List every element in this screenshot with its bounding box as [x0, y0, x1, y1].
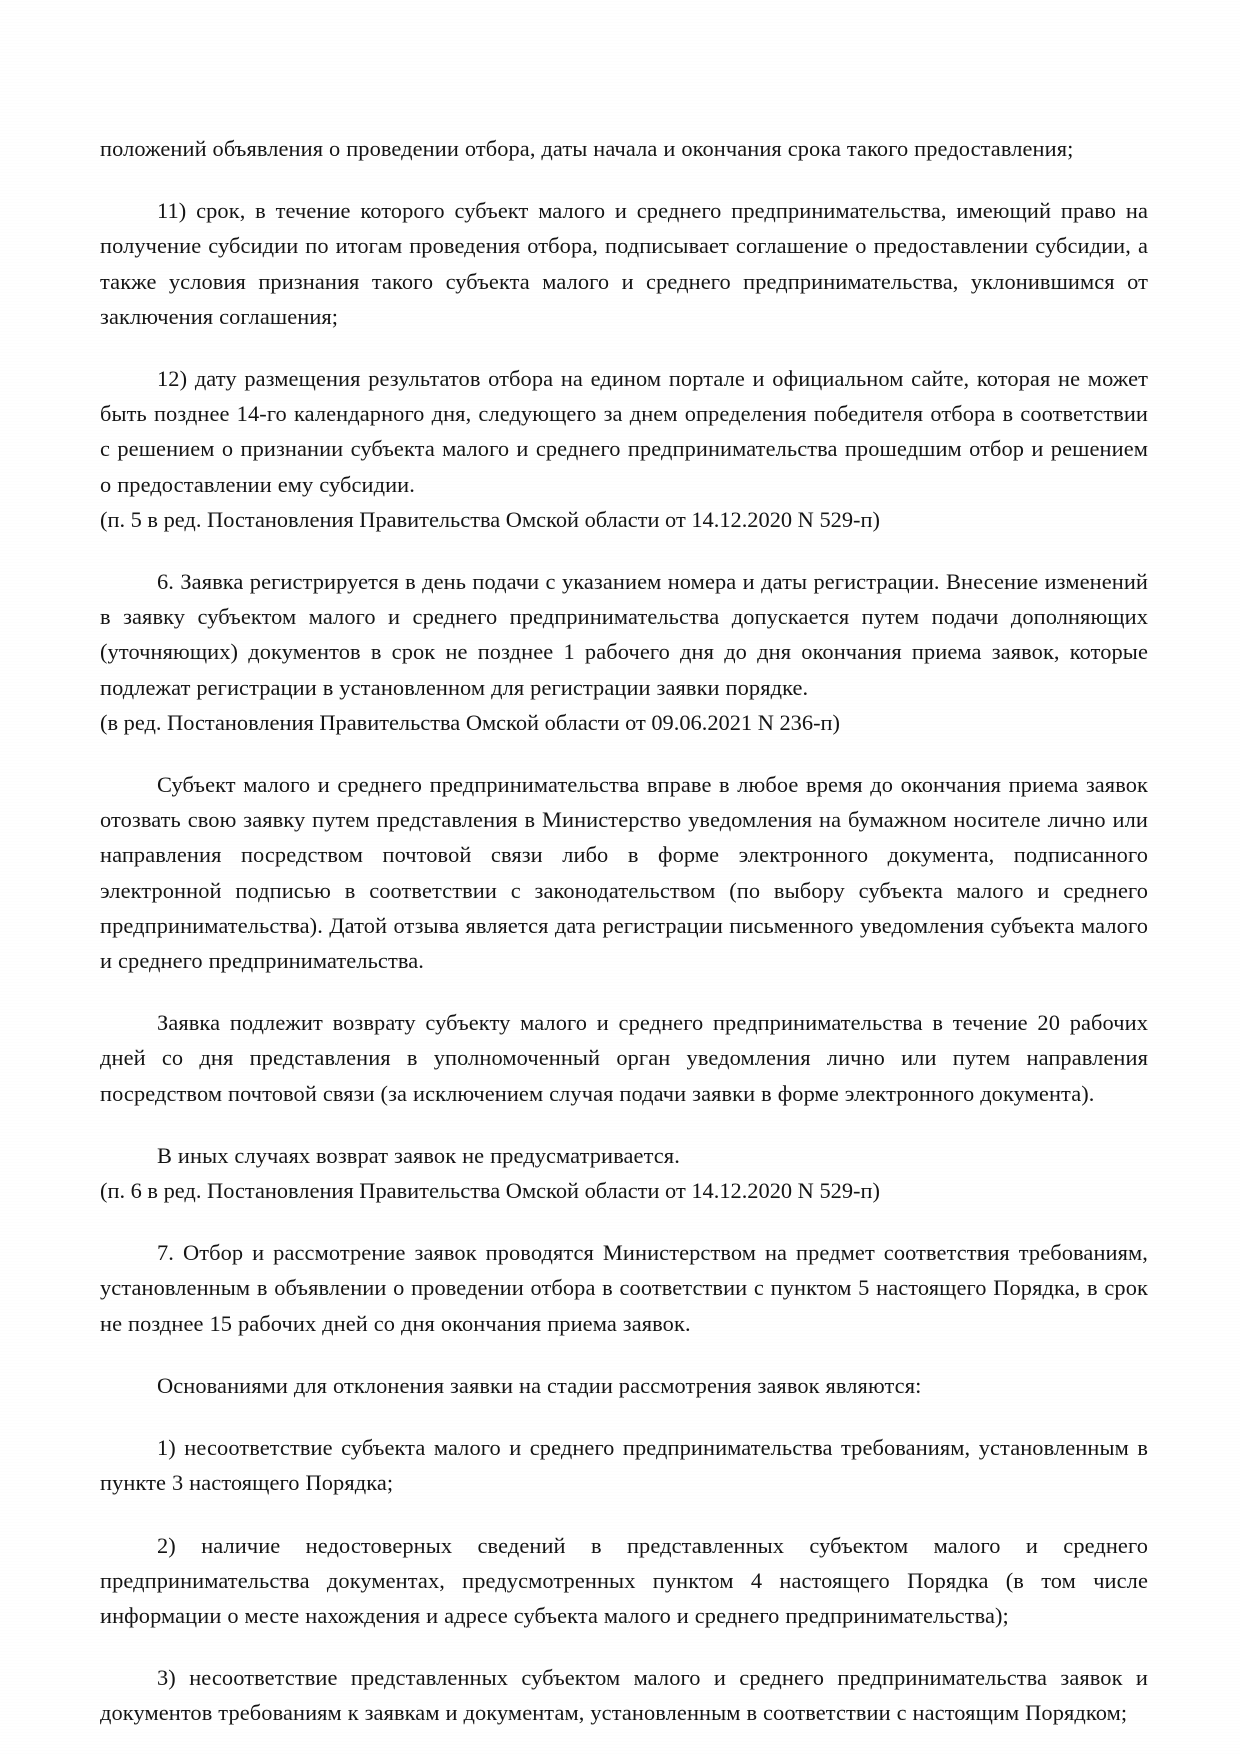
- clause-6-return: Заявка подлежит возврату субъекту малого и среднего предпринимательства в течение 20 рабочих дней со дня представления в уполномоченный орган уведомления лично или путем направления посредством почтовой связи (за исключением случая подачи заявки в форме электронного документа).: [100, 1010, 1148, 1106]
- paragraph-spacer: [100, 1403, 1148, 1430]
- paragraph-spacer: [100, 1633, 1148, 1660]
- rejection-ground-2: 2) наличие недостоверных сведений в представленных субъектом малого и среднего предпринимательства документах, предусмотренных пунктом 4 настоящего Порядка (в том числе информации о месте нахождения и адресе субъекта малого и среднего предпринимательства);: [100, 1532, 1148, 1628]
- paragraph-spacer: [100, 1341, 1148, 1368]
- paragraph-spacer: [100, 740, 1148, 767]
- clause-7: 7. Отбор и рассмотрение заявок проводятся Министерством на предмет соответствия требованиям, установленным в объявлении о проведении отбора в соответствии с пунктом 5 настоящего Порядка, в срок не позднее 15 рабочих дней со дня окончания приема заявок.: [100, 1240, 1148, 1336]
- paragraph-spacer: [100, 978, 1148, 1005]
- paragraph-spacer: [100, 1501, 1148, 1528]
- amendment-citation-236p: (в ред. Постановления Правительства Омской области от 09.06.2021 N 236-п): [100, 709, 840, 735]
- amendment-citation-p6: (п. 6 в ред. Постановления Правительства Омской области от 14.12.2020 N 529-п): [100, 1178, 880, 1204]
- rejection-grounds-intro: Основаниями для отклонения заявки на стадии рассмотрения заявок являются:: [157, 1372, 922, 1398]
- paragraph-spacer: [100, 334, 1148, 361]
- list-item-12: 12) дату размещения результатов отбора на едином портале и официальном сайте, которая не может быть позднее 14-го календарного дня, следующего за днем определения победителя отбора в соответствии с решением о признании субъекта малого и среднего предпринимательства прошедшим отбор и решением о предоставлении ему субсидии.: [100, 366, 1148, 497]
- rejection-ground-1: 1) несоответствие субъекта малого и среднего предпринимательства требованиям, установленным в пункте 3 настоящего Порядка;: [100, 1435, 1148, 1496]
- clause-6: 6. Заявка регистрируется в день подачи с указанием номера и даты регистрации. Внесение изменений в заявку субъектом малого и среднего предпринимательства допускается путем подачи дополняющих (уточняющих) документов в срок не позднее 1 рабочего дня до дня окончания приема заявок, которые подлежат регистрации в установленном для регистрации заявки порядке.: [100, 569, 1148, 700]
- clause-6-other-cases: В иных случаях возврат заявок не предусматривается.: [157, 1142, 680, 1168]
- rejection-ground-3: 3) несоответствие представленных субъектом малого и среднего предпринимательства заявок и документов требованиям к заявкам и документам, установленным в соответствии с настоящим Порядком;: [100, 1665, 1148, 1726]
- amendment-citation-p5: (п. 5 в ред. Постановления Правительства Омской области от 14.12.2020 N 529-п): [100, 506, 880, 532]
- list-item-11: 11) срок, в течение которого субъект малого и среднего предпринимательства, имеющий право на получение субсидии по итогам проведения отбора, подписывает соглашение о предоставлении субсидии, а также условия признания такого субъекта малого и среднего предпринимательства, уклонившимся от заключения соглашения;: [100, 198, 1148, 329]
- document-text-body: [100, 131, 1148, 1731]
- paragraph-spacer: [100, 1111, 1148, 1138]
- paragraph-spacer: [100, 1208, 1148, 1235]
- paragraph-spacer: [100, 537, 1148, 564]
- paragraph-spacer: [100, 166, 1148, 193]
- paragraph-continuation: положений объявления о проведении отбора, даты начала и окончания срока такого предоставления;: [100, 136, 1074, 161]
- clause-6-withdrawal: Субъект малого и среднего предпринимательства вправе в любое время до окончания приема заявок отозвать свою заявку путем представления в Министерство уведомления на бумажном носителе лично или направления посредством почтовой связи либо в форме электронного документа, подписанного электронной подписью в соответствии с законодательством (по выбору субъекта малого и среднего предпринимательства). Датой отзыва является дата регистрации письменного уведомления субъекта малого и среднего предпринимательства.: [100, 772, 1148, 974]
